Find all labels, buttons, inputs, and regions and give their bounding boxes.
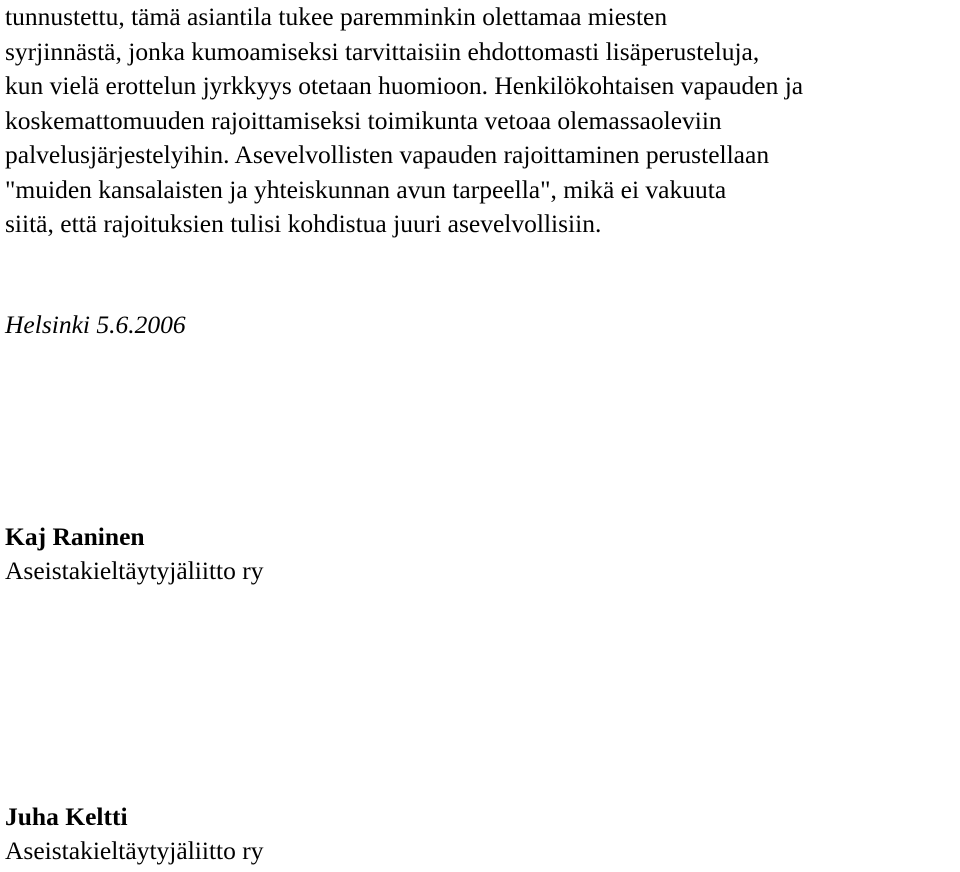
signatory-name: Kaj Raninen — [5, 522, 145, 551]
body-line: koskemattomuuden rajoittamiseksi toimikunta vetoaa olemassaoleviin — [5, 105, 722, 135]
body-line: siitä, että rajoituksien tulisi kohdistua juuri asevelvollisiin. — [5, 209, 602, 238]
body-line: "muiden kansalaisten ja yhteiskunnan avun tarpeella", mikä ei vakuuta — [5, 174, 727, 204]
body-paragraph — [5, 0, 803, 242]
body-line: tunnustettu, tämä asiantila tukee paremminkin olettamaa miesten — [5, 2, 668, 31]
signatory-name: Juha Keltti — [5, 802, 128, 831]
signature-block — [5, 520, 264, 588]
signature-block — [5, 800, 264, 868]
body-line: palvelusjärjestelyihin. Asevelvollisten vapauden rajoittaminen perustellaan — [5, 140, 770, 169]
signatory-organization: Aseistakieltäytyjäliitto ry — [5, 836, 264, 865]
signatory-organization: Aseistakieltäytyjäliitto ry — [5, 556, 264, 585]
body-line: kun vielä erottelun jyrkkyys otetaan huomioon. Henkilökohtaisen vapauden ja — [5, 71, 804, 100]
body-line: syrjinnästä, jonka kumoamiseksi tarvittaisiin ehdottomasti lisäperusteluja, — [5, 36, 760, 66]
place-and-date: Helsinki 5.6.2006 — [5, 310, 186, 339]
